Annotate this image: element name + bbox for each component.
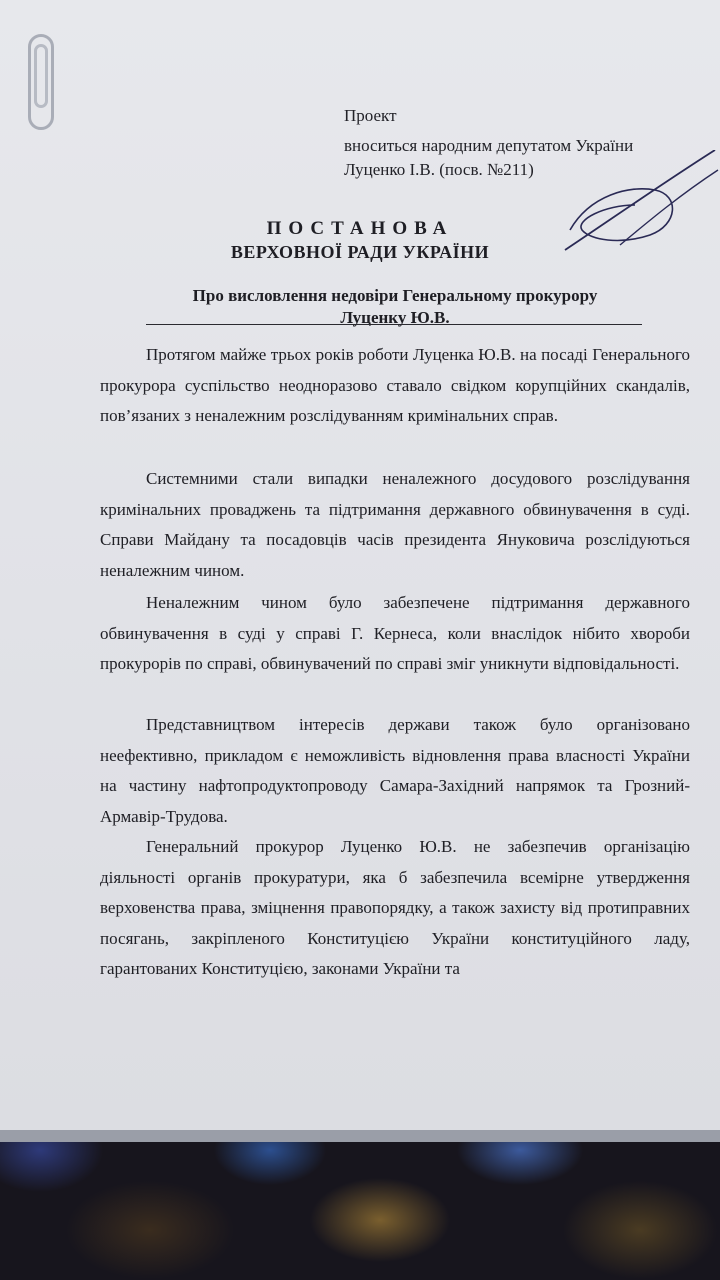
submitted-by-line2: Луценко І.В. (посв. №211) (344, 160, 534, 179)
paragraph-1: Протягом майже трьох років роботи Луценка Ю.В. на посаді Генерального прокурора суспільство неодноразово ставало свідком корупційних скандалів, пов’язаних з неналежним розслідуванням кримінальних справ. (100, 345, 690, 426)
paragraph-2: Системними стали випадки неналежного досудового розслідування кримінальних проваджень та підтримання державного обвинувачення в суді. Справи Майдану та посадовців часів президента Януковича розслідуються неналежним чином. (100, 469, 690, 580)
paragraph-3: Неналежним чином було забезпечене підтримання державного обвинувачення в суді у справі Г. Кернеса, коли внаслідок нібито хвороби прокурорів по справі, обвинувачений по справі зміг уникнути відповідальності. (100, 593, 690, 674)
paragraph-5: Генеральний прокурор Луценко Ю.В. не забезпечив організацію діяльності органів прокуратури, яка б забезпечила всемірне утвердження верховенства права, зміцнення правопорядку, а також захисту від протиправних посягань, закріпленого Конституцією України конституційного ладу, гарантованих Конституцією, законами України та (100, 837, 690, 979)
subject-line1: Про висловлення недовіри Генеральному прокурору (192, 286, 598, 305)
subject-line2: Луценку Ю.В. (340, 308, 450, 327)
paper-clip-inner-icon (34, 44, 48, 108)
submitted-by-line1: вноситься народним депутатом України (344, 136, 634, 155)
document-title: ПОСТАНОВА (266, 218, 454, 239)
project-label: Проект (344, 106, 397, 125)
paragraph-4: Представництвом інтересів держави також було організовано неефективно, прикладом є неможливість відновлення права власності України на частину нафтопродуктопроводу Самара-Західний напрямок та Грозний-Армавір-Трудова. (100, 715, 690, 826)
document-subtitle: ВЕРХОВНОЇ РАДИ УКРАЇНИ (230, 242, 490, 262)
subject-underline (146, 324, 642, 325)
